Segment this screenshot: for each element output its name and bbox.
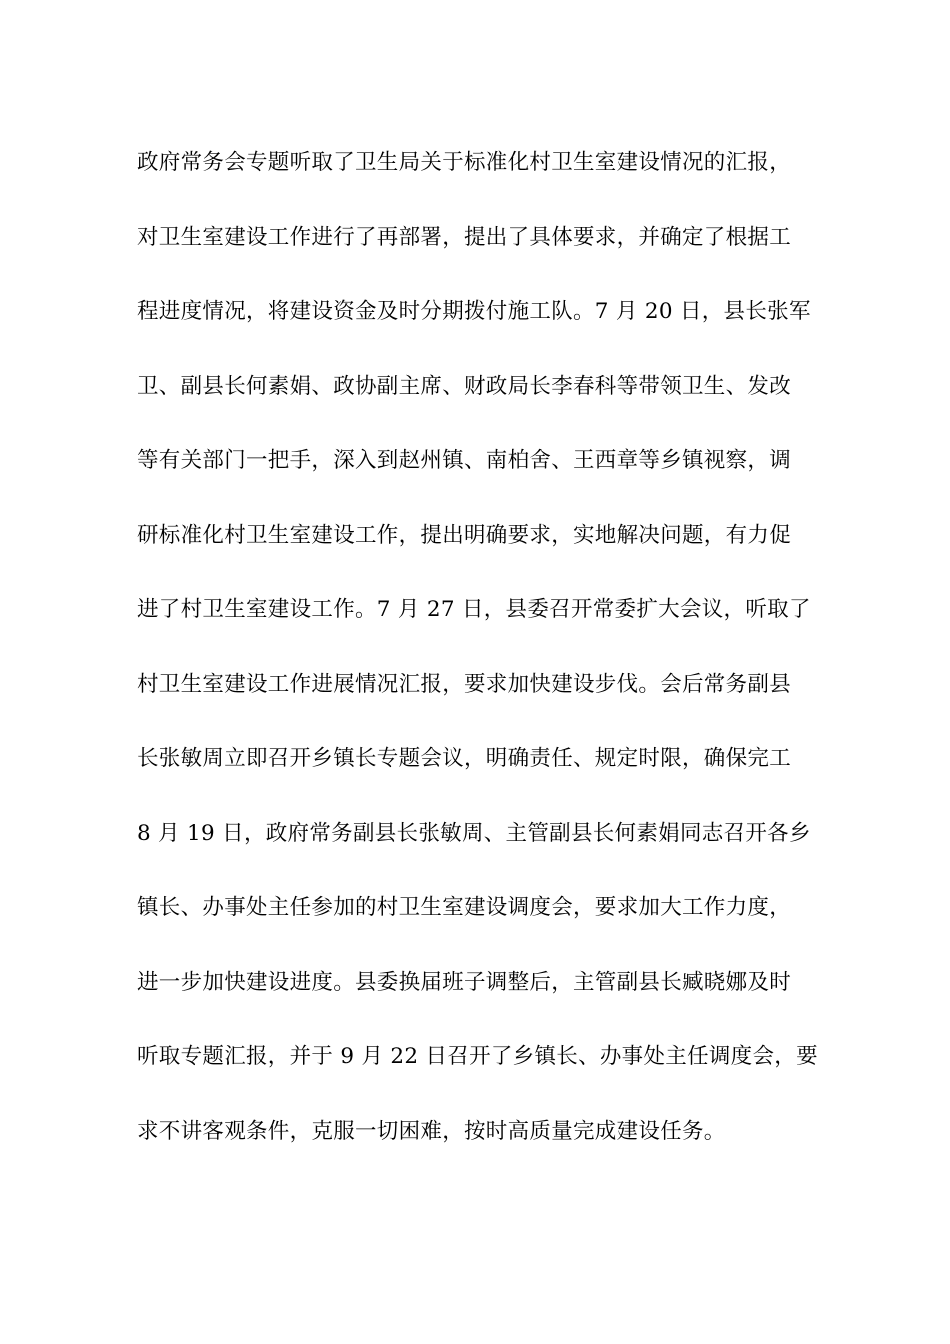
text-line: 等有关部门一把手，深入到赵州镇、南柏舍、王西章等乡镇视察，调 [137,448,792,473]
text-line: 进了村卫生室建设工作。7 月 27 日，县委召开常委扩大会议，听取了 [137,597,811,622]
text-line: 求不讲客观条件，克服一切困难，按时高质量完成建设任务。 [137,1118,726,1144]
text-line: 8 月 19 日，政府常务副县长张敏周、主管副县长何素娟同志召开各乡 [137,820,811,846]
text-line: 程进度情况，将建设资金及时分期拨付施工队。7 月 20 日，县长张军 [137,299,811,324]
text-line: 研标准化村卫生室建设工作，提出明确要求，实地解决问题，有力促 [137,522,792,548]
text-line: 对卫生室建设工作进行了再部署，提出了具体要求，并确定了根据工 [137,224,792,250]
text-line: 镇长、办事处主任参加的村卫生室建设调度会，要求加大工作力度， [137,895,792,920]
text-line: 进一步加快建设进度。县委换届班子调整后，主管副县长臧晓娜及时 [137,969,792,995]
text-line: 卫、副县长何素娟、政协副主席、财政局长李春科等带领卫生、发改 [137,373,792,399]
body-paragraph [137,141,827,1184]
text-line: 长张敏周立即召开乡镇长专题会议，明确责任、规定时限，确保完工 [137,746,792,771]
text-line: 政府常务会专题听取了卫生局关于标准化村卫生室建设情况的汇报， [137,150,792,175]
text-line: 村卫生室建设工作进展情况汇报，要求加快建设步伐。会后常务副县 [137,671,792,697]
text-line: 听取专题汇报，并于 9 月 22 日召开了乡镇长、办事处主任调度会，要 [137,1044,818,1069]
